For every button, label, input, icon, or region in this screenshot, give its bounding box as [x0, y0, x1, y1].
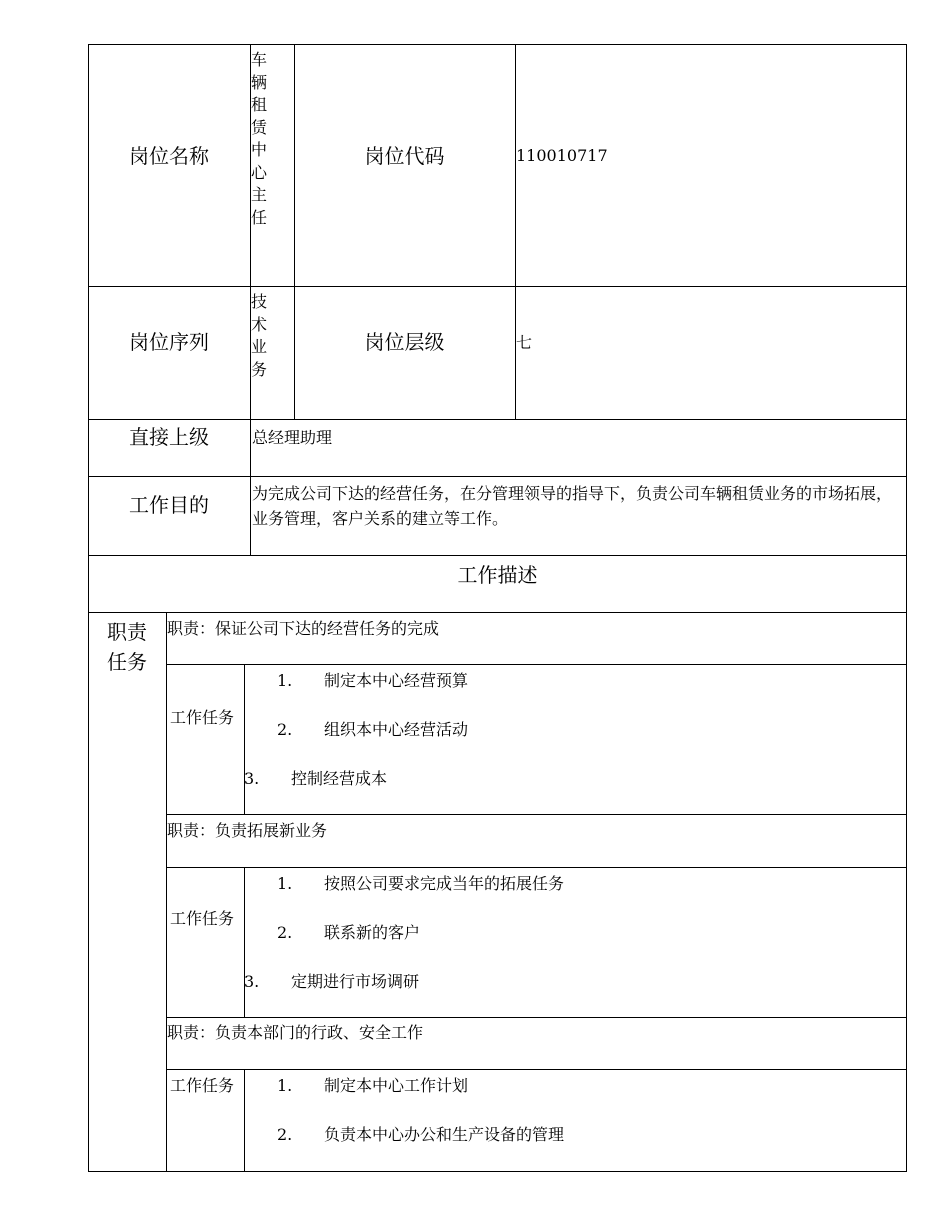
duty-item: 职责：负责拓展新业务 [167, 821, 328, 840]
task-label: 工作任务 [170, 708, 235, 727]
purpose-label: 工作目的 [129, 493, 209, 517]
post-series-value: 技术业务 [251, 292, 268, 379]
row-divider [166, 664, 907, 665]
task-number: 2. [277, 1125, 293, 1144]
post-name-value: 车辆租赁中心主任 [251, 50, 268, 227]
task-item: 定期进行市场调研 [291, 972, 420, 991]
task-number: 3. [244, 769, 260, 788]
post-name-label: 岗位名称 [129, 144, 209, 168]
task-item: 制定本中心工作计划 [324, 1076, 469, 1095]
post-level-label: 岗位层级 [364, 330, 445, 354]
post-code-label: 岗位代码 [364, 144, 445, 168]
task-item: 控制经营成本 [291, 769, 388, 788]
column-divider [515, 44, 516, 420]
row-divider [88, 555, 907, 556]
row-divider [166, 814, 907, 815]
task-number: 3. [244, 972, 260, 991]
task-number: 1. [277, 671, 293, 690]
duty-item: 职责：负责本部门的行政、安全工作 [167, 1023, 424, 1042]
row-divider [166, 1069, 907, 1070]
duty-item: 职责：保证公司下达的经营任务的完成 [167, 619, 440, 638]
row-divider [88, 476, 907, 477]
row-divider [166, 867, 907, 868]
column-divider [294, 44, 295, 420]
column-divider [244, 664, 245, 815]
column-divider [166, 612, 167, 1172]
column-divider [244, 867, 245, 1018]
task-item: 负责本中心办公和生产设备的管理 [324, 1125, 565, 1144]
duty-task-label: 职责任务 [107, 620, 147, 674]
task-number: 2. [277, 720, 293, 739]
job-description-table [88, 44, 907, 1172]
row-divider [166, 1017, 907, 1018]
row-divider [88, 286, 907, 287]
task-number: 2. [277, 923, 293, 942]
row-divider [88, 419, 907, 420]
post-level-value: 七 [516, 333, 533, 352]
column-divider [244, 1069, 245, 1172]
task-item: 制定本中心经营预算 [324, 671, 469, 690]
task-label: 工作任务 [170, 909, 235, 928]
task-item: 组织本中心经营活动 [324, 720, 469, 739]
task-item: 联系新的客户 [324, 923, 421, 942]
post-series-label: 岗位序列 [129, 330, 209, 354]
purpose-value: 为完成公司下达的经营任务，在分管理领导的指导下，负责公司车辆租赁业务的市场拓展，业务管理，客户关系的建立等工作。 [252, 484, 893, 528]
task-label: 工作任务 [170, 1076, 235, 1095]
task-number: 1. [277, 874, 293, 893]
task-item: 按照公司要求完成当年的拓展任务 [324, 874, 565, 893]
task-number: 1. [277, 1076, 293, 1095]
superior-label: 直接上级 [129, 425, 209, 449]
superior-value: 总经理助理 [252, 428, 333, 447]
description-title: 工作描述 [457, 563, 538, 587]
post-code-value: 110010717 [516, 146, 608, 165]
row-divider [88, 612, 907, 613]
